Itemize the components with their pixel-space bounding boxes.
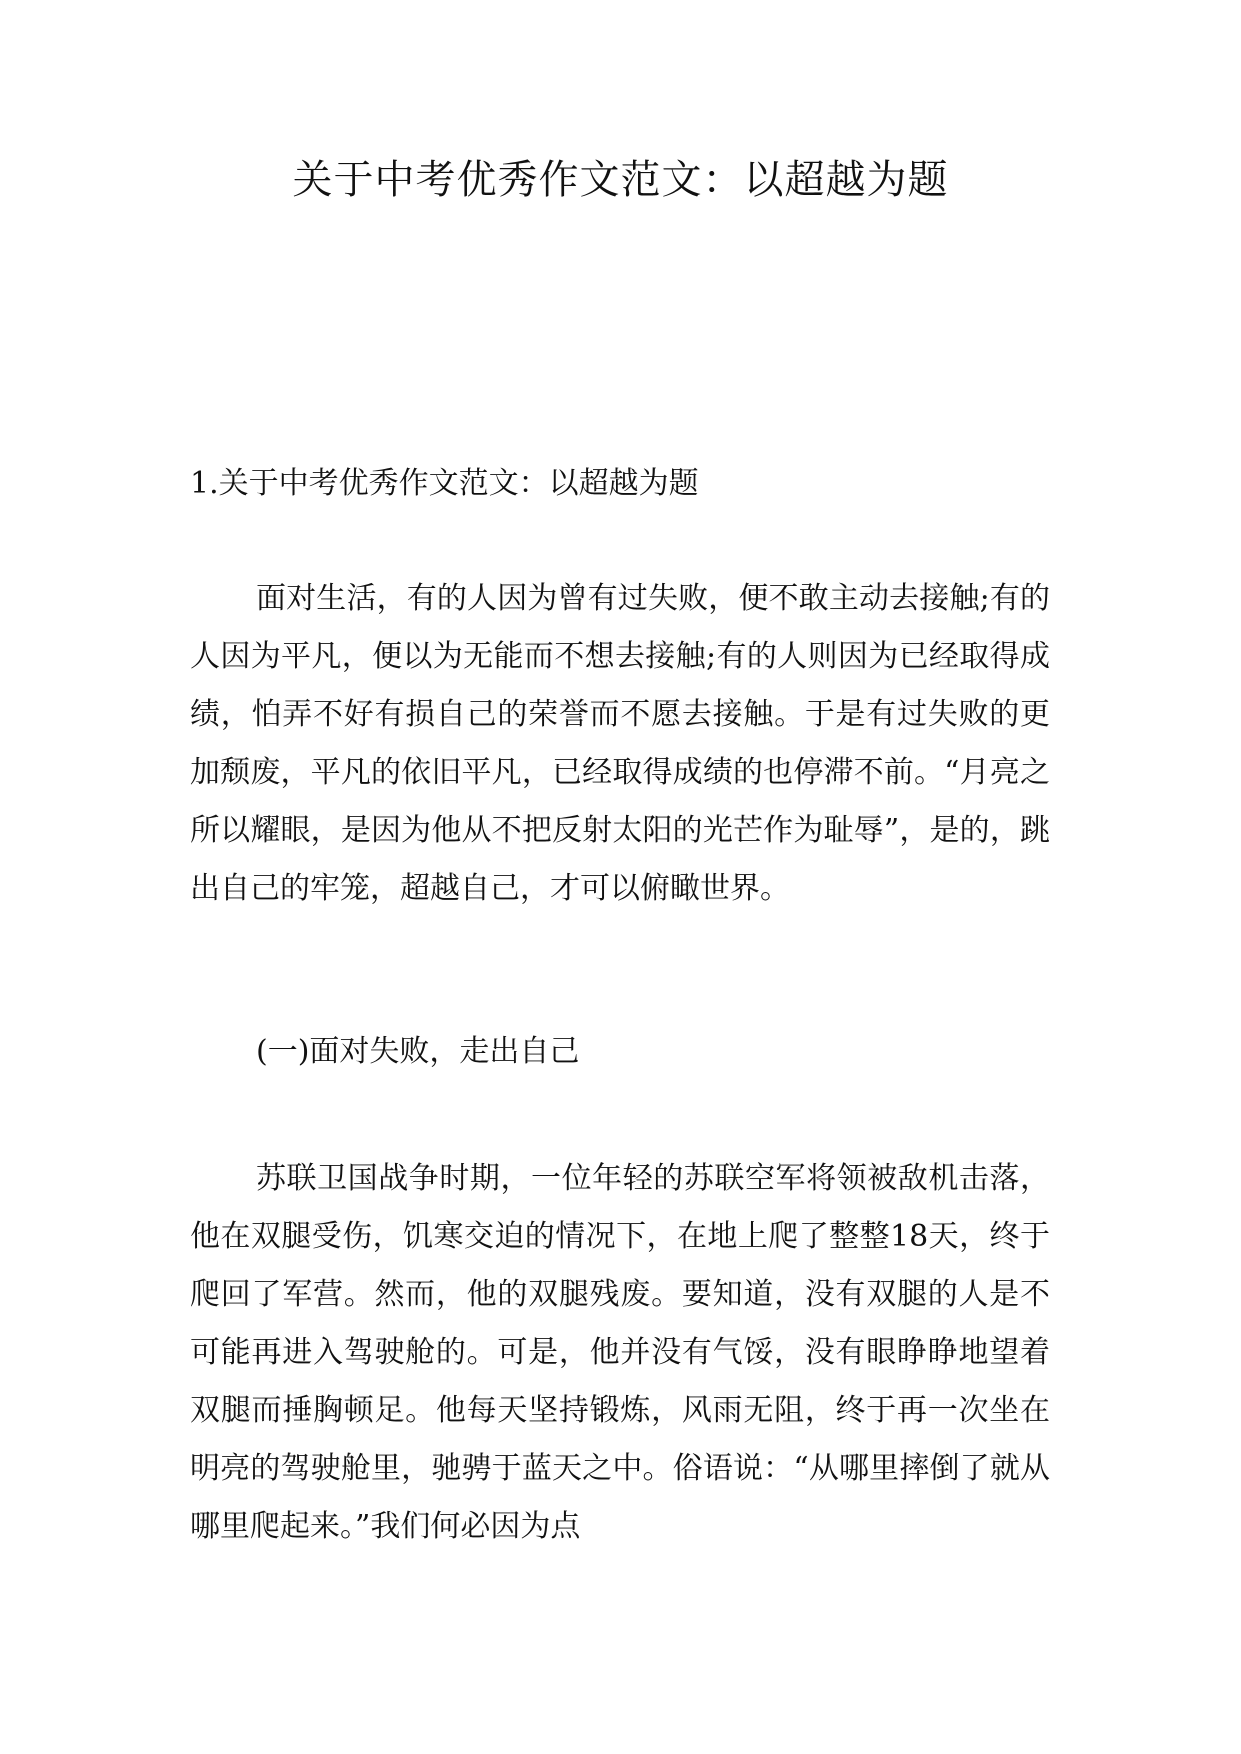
- paragraph-story: 苏联卫国战争时期，一位年轻的苏联空军将领被敌机击落，他在双腿受伤，饥寒交迫的情况下，在地上爬了整整18天，终于爬回了军营。然而，他的双腿残废。要知道，没有双腿的人是不可能再进入驾驶舱的。可是，他并没有气馁，没有眼睁睁地望着双腿而捶胸顿足。他每天坚持锻炼，风雨无阻，终于再一次坐在明亮的驾驶舱里，驰骋于蓝天之中。俗语说：“从哪里摔倒了就从哪里爬起来。”我们何必因为点: [190, 1161, 1050, 1544]
- page-title: 关于中考优秀作文范文：以超越为题: [292, 157, 949, 203]
- sub-heading: (一)面对失败，走出自己: [256, 1034, 580, 1069]
- paragraph-intro: 面对生活，有的人因为曾有过失败，便不敢主动去接触;有的人因为平凡，便以为无能而不想去接触;有的人则因为已经取得成绩，怕弄不好有损自己的荣誉而不愿去接触。于是有过失败的更加颓废，平凡的依旧平凡，已经取得成绩的也停滞不前。“月亮之所以耀眼，是因为他从不把反射太阳的光芒作为耻辱”，是的，跳出自己的牢笼，超越自己，才可以俯瞰世界。: [190, 581, 1050, 906]
- section-heading: 1.关于中考优秀作文范文：以超越为题: [190, 466, 699, 501]
